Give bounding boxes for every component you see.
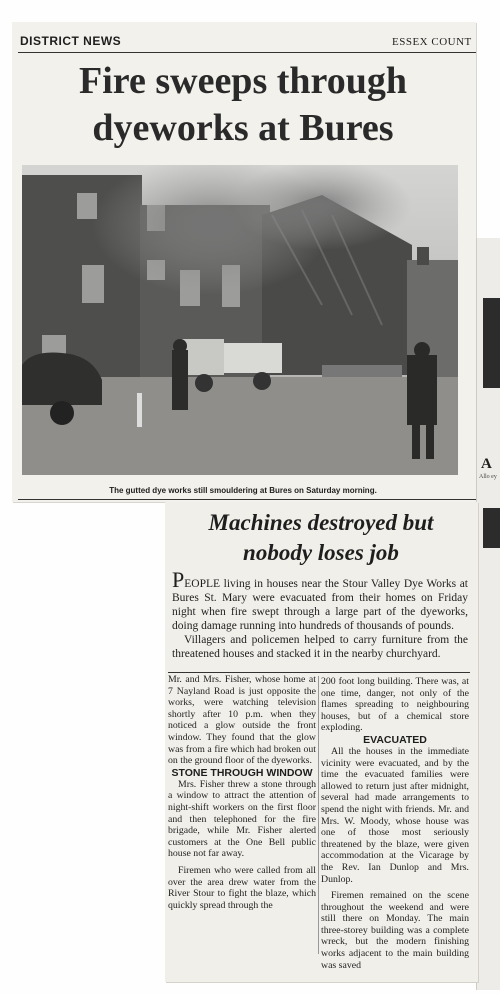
photo-caption: The gutted dye works still smouldering at Bures on Saturday morning. <box>109 486 377 495</box>
story-column-right <box>321 676 469 971</box>
column-paragraph: Mrs. Fisher threw a stone through a window to attract the attention of night-shift workers on the first floor and then telephoned for the fire brigade, while Mr. Fisher alerted customers at the One Bell public house not far away. <box>168 778 316 860</box>
region-label: ESSEX COUNT <box>392 36 472 48</box>
caption-rule <box>18 499 476 500</box>
adjacent-clipping-text: Allo ey <box>479 474 497 480</box>
intro-paragraph-2: Villagers and policemen helped to carry furniture from the threatened houses and stacked it in the nearby churchyard. <box>172 634 468 660</box>
sub-headline-line-2: nobody loses job <box>243 540 399 565</box>
column-subhead: STONE THROUGH WINDOW <box>171 766 313 779</box>
story-intro <box>172 567 468 661</box>
column-subhead: EVACUATED <box>363 733 427 746</box>
column-paragraph: Mr. and Mrs. Fisher, whose home at 7 Nayland Road is just opposite the works, were watching television shortly after 10 p.m. when they noticed a glow outside the front window. They found that the glow was from a fire which had broken out on the ground floor of the dyeworks. <box>168 674 316 767</box>
sub-headline <box>167 508 475 568</box>
intro-paragraph-1 <box>172 567 468 633</box>
adjacent-clipping-letter: A <box>481 456 492 472</box>
column-paragraph: 200 foot long building. There was, at one time, danger, not only of the flames spreading to neighbouring houses, but of a chemical store exploding. <box>321 676 469 734</box>
headline-line-2: dyeworks at Bures <box>92 107 394 149</box>
main-headline <box>20 58 466 152</box>
column-paragraph: All the houses in the immediate vicinity were evacuated, and by the time the evacuated families were allowed to return just after midnight, several had made arrangements to spend the night with friends. Mr. and Mrs. W. Moody, whose house was one of those most seriously threatened by the blaze, were given accommodation at the Vicarage by the Rev. Ian Dunlop and Mrs. Dunlop. <box>321 745 469 885</box>
adjacent-clipping <box>476 238 500 990</box>
photo-scene <box>22 165 458 475</box>
sub-headline-line-1: Machines destroyed but <box>208 510 434 535</box>
column-paragraph: Firemen who were called from all over the area drew water from the River Stour to fight the blaze, which quickly spread through the <box>168 864 316 911</box>
column-divider <box>318 676 319 954</box>
fire-photo <box>22 165 458 475</box>
intro-text-1: EOPLE living in houses near the Stour Valley Dye Works at Bures St. Mary were evacuated from their homes on Friday night when fire swept through a large part of the dyeworks, doing damage running into hundreds of thousands of pounds. <box>172 578 468 632</box>
intro-rule <box>168 672 470 673</box>
adjacent-clipping-rule <box>483 508 500 548</box>
adjacent-clipping-rule <box>483 298 500 388</box>
section-label: DISTRICT NEWS <box>20 34 122 48</box>
story-column-left <box>168 674 316 911</box>
column-paragraph: Firemen remained on the scene throughout the weekend and were still there on Monday. The main three-storey building was a complete wreck, but the modern finishing works adjacent to the main building was saved <box>321 890 469 971</box>
drop-cap: P <box>172 567 185 592</box>
headline-line-1: Fire sweeps through <box>79 60 407 102</box>
header-rule <box>18 52 476 53</box>
